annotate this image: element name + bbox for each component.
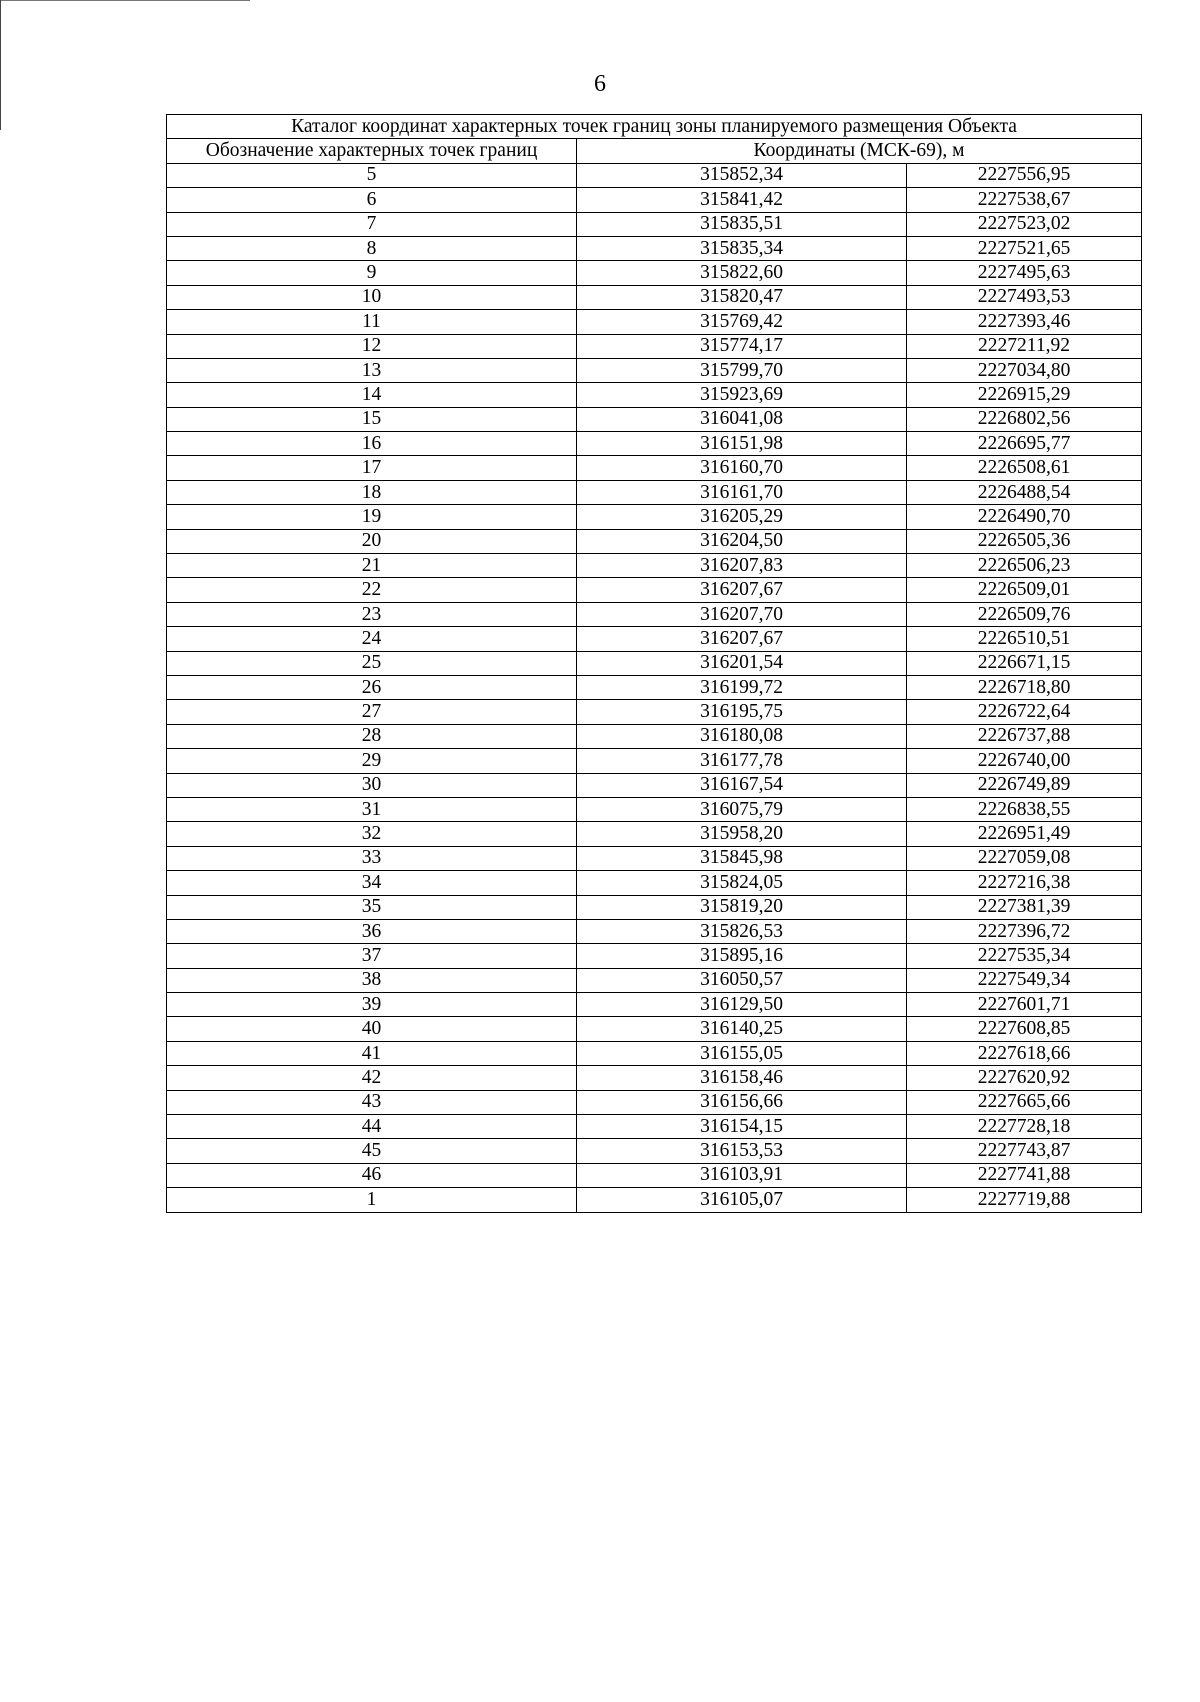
coord-y-cell: 2227535,34 [907,944,1142,968]
coord-y-cell: 2226490,70 [907,505,1142,529]
coord-x-cell: 315826,53 [577,919,907,943]
coord-x-cell: 316105,07 [577,1188,907,1212]
table-row [167,529,1142,553]
table-row [167,1163,1142,1187]
coord-x-cell: 316151,98 [577,432,907,456]
point-cell: 18 [167,480,577,504]
table-row [167,236,1142,260]
coord-y-cell: 2227741,88 [907,1163,1142,1187]
coord-x-cell: 315799,70 [577,358,907,382]
table-row [167,968,1142,992]
scan-edge-top [0,0,250,1]
coord-x-cell: 316177,78 [577,749,907,773]
coord-x-cell: 316153,53 [577,1139,907,1163]
coord-y-cell: 2227393,46 [907,310,1142,334]
point-cell: 38 [167,968,577,992]
coord-y-cell: 2227620,92 [907,1066,1142,1090]
point-cell: 7 [167,212,577,236]
table-title: Каталог координат характерных точек границ зоны планируемого размещения Объекта [167,115,1142,139]
coord-x-cell: 316155,05 [577,1041,907,1065]
coord-y-cell: 2227719,88 [907,1188,1142,1212]
table-row [167,383,1142,407]
coord-y-cell: 2227665,66 [907,1090,1142,1114]
coord-y-cell: 2227538,67 [907,188,1142,212]
coord-y-cell: 2227396,72 [907,919,1142,943]
coord-x-cell: 316207,67 [577,578,907,602]
table-row [167,675,1142,699]
coord-y-cell: 2227728,18 [907,1115,1142,1139]
table-row [167,797,1142,821]
table-row [167,358,1142,382]
coord-y-cell: 2226718,80 [907,675,1142,699]
table-row [167,505,1142,529]
table-row [167,749,1142,773]
coord-y-cell: 2227556,95 [907,163,1142,187]
point-cell: 6 [167,188,577,212]
point-cell: 22 [167,578,577,602]
coord-x-cell: 315822,60 [577,261,907,285]
table-row [167,773,1142,797]
coord-x-cell: 315819,20 [577,895,907,919]
coord-y-cell: 2227034,80 [907,358,1142,382]
coord-y-cell: 2226695,77 [907,432,1142,456]
point-cell: 41 [167,1041,577,1065]
coord-x-cell: 316140,25 [577,1017,907,1041]
point-cell: 34 [167,871,577,895]
coord-x-cell: 316156,66 [577,1090,907,1114]
coord-x-cell: 315845,98 [577,846,907,870]
point-cell: 24 [167,627,577,651]
point-cell: 25 [167,651,577,675]
coord-x-cell: 316158,46 [577,1066,907,1090]
point-cell: 17 [167,456,577,480]
table-row [167,188,1142,212]
coord-x-cell: 315895,16 [577,944,907,968]
coord-x-cell: 315774,17 [577,334,907,358]
table-row [167,407,1142,431]
coord-y-cell: 2226509,01 [907,578,1142,602]
coord-x-cell: 316195,75 [577,700,907,724]
coord-y-cell: 2226740,00 [907,749,1142,773]
point-cell: 45 [167,1139,577,1163]
table-body [167,163,1142,1212]
table-row [167,1090,1142,1114]
coord-x-cell: 316204,50 [577,529,907,553]
table-row [167,1115,1142,1139]
coord-x-cell: 315820,47 [577,285,907,309]
coord-y-cell: 2227495,63 [907,261,1142,285]
table-row [167,456,1142,480]
table-row [167,651,1142,675]
coord-x-cell: 316207,83 [577,554,907,578]
coord-y-cell: 2227059,08 [907,846,1142,870]
table-row [167,602,1142,626]
table-row [167,871,1142,895]
coord-y-cell: 2227381,39 [907,895,1142,919]
coord-x-cell: 316201,54 [577,651,907,675]
scan-edge-left [0,0,1,130]
coord-x-cell: 316205,29 [577,505,907,529]
coord-y-cell: 2226749,89 [907,773,1142,797]
point-cell: 1 [167,1188,577,1212]
coord-y-cell: 2226508,61 [907,456,1142,480]
table-row [167,578,1142,602]
point-cell: 11 [167,310,577,334]
point-cell: 37 [167,944,577,968]
table-row [167,163,1142,187]
table-row [167,432,1142,456]
coordinates-catalog-table [166,114,1142,1213]
coord-y-cell: 2226838,55 [907,797,1142,821]
coord-y-cell: 2227608,85 [907,1017,1142,1041]
coord-y-cell: 2226951,49 [907,822,1142,846]
point-cell: 30 [167,773,577,797]
coord-y-cell: 2227211,92 [907,334,1142,358]
point-cell: 9 [167,261,577,285]
table-row [167,480,1142,504]
table-title-row [167,115,1142,139]
table-row [167,554,1142,578]
point-cell: 12 [167,334,577,358]
point-cell: 13 [167,358,577,382]
coord-x-cell: 316161,70 [577,480,907,504]
point-cell: 32 [167,822,577,846]
page-number: 6 [594,71,606,97]
point-cell: 27 [167,700,577,724]
coord-y-cell: 2227493,53 [907,285,1142,309]
coord-x-cell: 316041,08 [577,407,907,431]
point-cell: 20 [167,529,577,553]
point-cell: 46 [167,1163,577,1187]
point-cell: 23 [167,602,577,626]
coord-x-cell: 316050,57 [577,968,907,992]
point-cell: 21 [167,554,577,578]
coord-x-cell: 316207,70 [577,602,907,626]
table-row [167,822,1142,846]
table-row [167,993,1142,1017]
coord-x-cell: 315769,42 [577,310,907,334]
table-row [167,919,1142,943]
point-cell: 31 [167,797,577,821]
coord-x-cell: 315835,34 [577,236,907,260]
coord-x-cell: 316167,54 [577,773,907,797]
coord-x-cell: 315835,51 [577,212,907,236]
header-coordinates: Координаты (МСК-69), м [577,139,1142,163]
table-row [167,700,1142,724]
point-cell: 8 [167,236,577,260]
table-row [167,334,1142,358]
coord-y-cell: 2226915,29 [907,383,1142,407]
table-row [167,1041,1142,1065]
point-cell: 36 [167,919,577,943]
table-row [167,1188,1142,1212]
coord-x-cell: 316207,67 [577,627,907,651]
coord-y-cell: 2226737,88 [907,724,1142,748]
table-row [167,1017,1142,1041]
table-row [167,310,1142,334]
point-cell: 5 [167,163,577,187]
coord-x-cell: 316199,72 [577,675,907,699]
point-cell: 44 [167,1115,577,1139]
coord-y-cell: 2227216,38 [907,871,1142,895]
point-cell: 10 [167,285,577,309]
point-cell: 15 [167,407,577,431]
table-row [167,285,1142,309]
header-points: Обозначение характерных точек границ [167,139,577,163]
coord-y-cell: 2227549,34 [907,968,1142,992]
coord-x-cell: 315852,34 [577,163,907,187]
coord-y-cell: 2226488,54 [907,480,1142,504]
table-row [167,627,1142,651]
point-cell: 40 [167,1017,577,1041]
table-row [167,261,1142,285]
coord-x-cell: 316129,50 [577,993,907,1017]
coord-y-cell: 2227618,66 [907,1041,1142,1065]
point-cell: 16 [167,432,577,456]
point-cell: 14 [167,383,577,407]
coord-y-cell: 2227601,71 [907,993,1142,1017]
coord-y-cell: 2226802,56 [907,407,1142,431]
coord-x-cell: 315841,42 [577,188,907,212]
point-cell: 29 [167,749,577,773]
coord-y-cell: 2226509,76 [907,602,1142,626]
table-row [167,724,1142,748]
point-cell: 43 [167,1090,577,1114]
coord-y-cell: 2227523,02 [907,212,1142,236]
point-cell: 42 [167,1066,577,1090]
table-row [167,895,1142,919]
coord-x-cell: 315824,05 [577,871,907,895]
coord-x-cell: 316154,15 [577,1115,907,1139]
coord-y-cell: 2226506,23 [907,554,1142,578]
coord-x-cell: 316103,91 [577,1163,907,1187]
coord-y-cell: 2226671,15 [907,651,1142,675]
coord-y-cell: 2227743,87 [907,1139,1142,1163]
coord-x-cell: 316075,79 [577,797,907,821]
point-cell: 19 [167,505,577,529]
point-cell: 39 [167,993,577,1017]
coord-y-cell: 2226510,51 [907,627,1142,651]
coord-y-cell: 2226505,36 [907,529,1142,553]
coord-x-cell: 316160,70 [577,456,907,480]
point-cell: 26 [167,675,577,699]
table-row [167,944,1142,968]
table-row [167,1066,1142,1090]
table-row [167,212,1142,236]
point-cell: 35 [167,895,577,919]
table-row [167,1139,1142,1163]
coord-x-cell: 316180,08 [577,724,907,748]
coord-y-cell: 2226722,64 [907,700,1142,724]
coord-x-cell: 315958,20 [577,822,907,846]
coord-y-cell: 2227521,65 [907,236,1142,260]
coord-x-cell: 315923,69 [577,383,907,407]
point-cell: 28 [167,724,577,748]
table-header-row [167,139,1142,163]
table-row [167,846,1142,870]
point-cell: 33 [167,846,577,870]
